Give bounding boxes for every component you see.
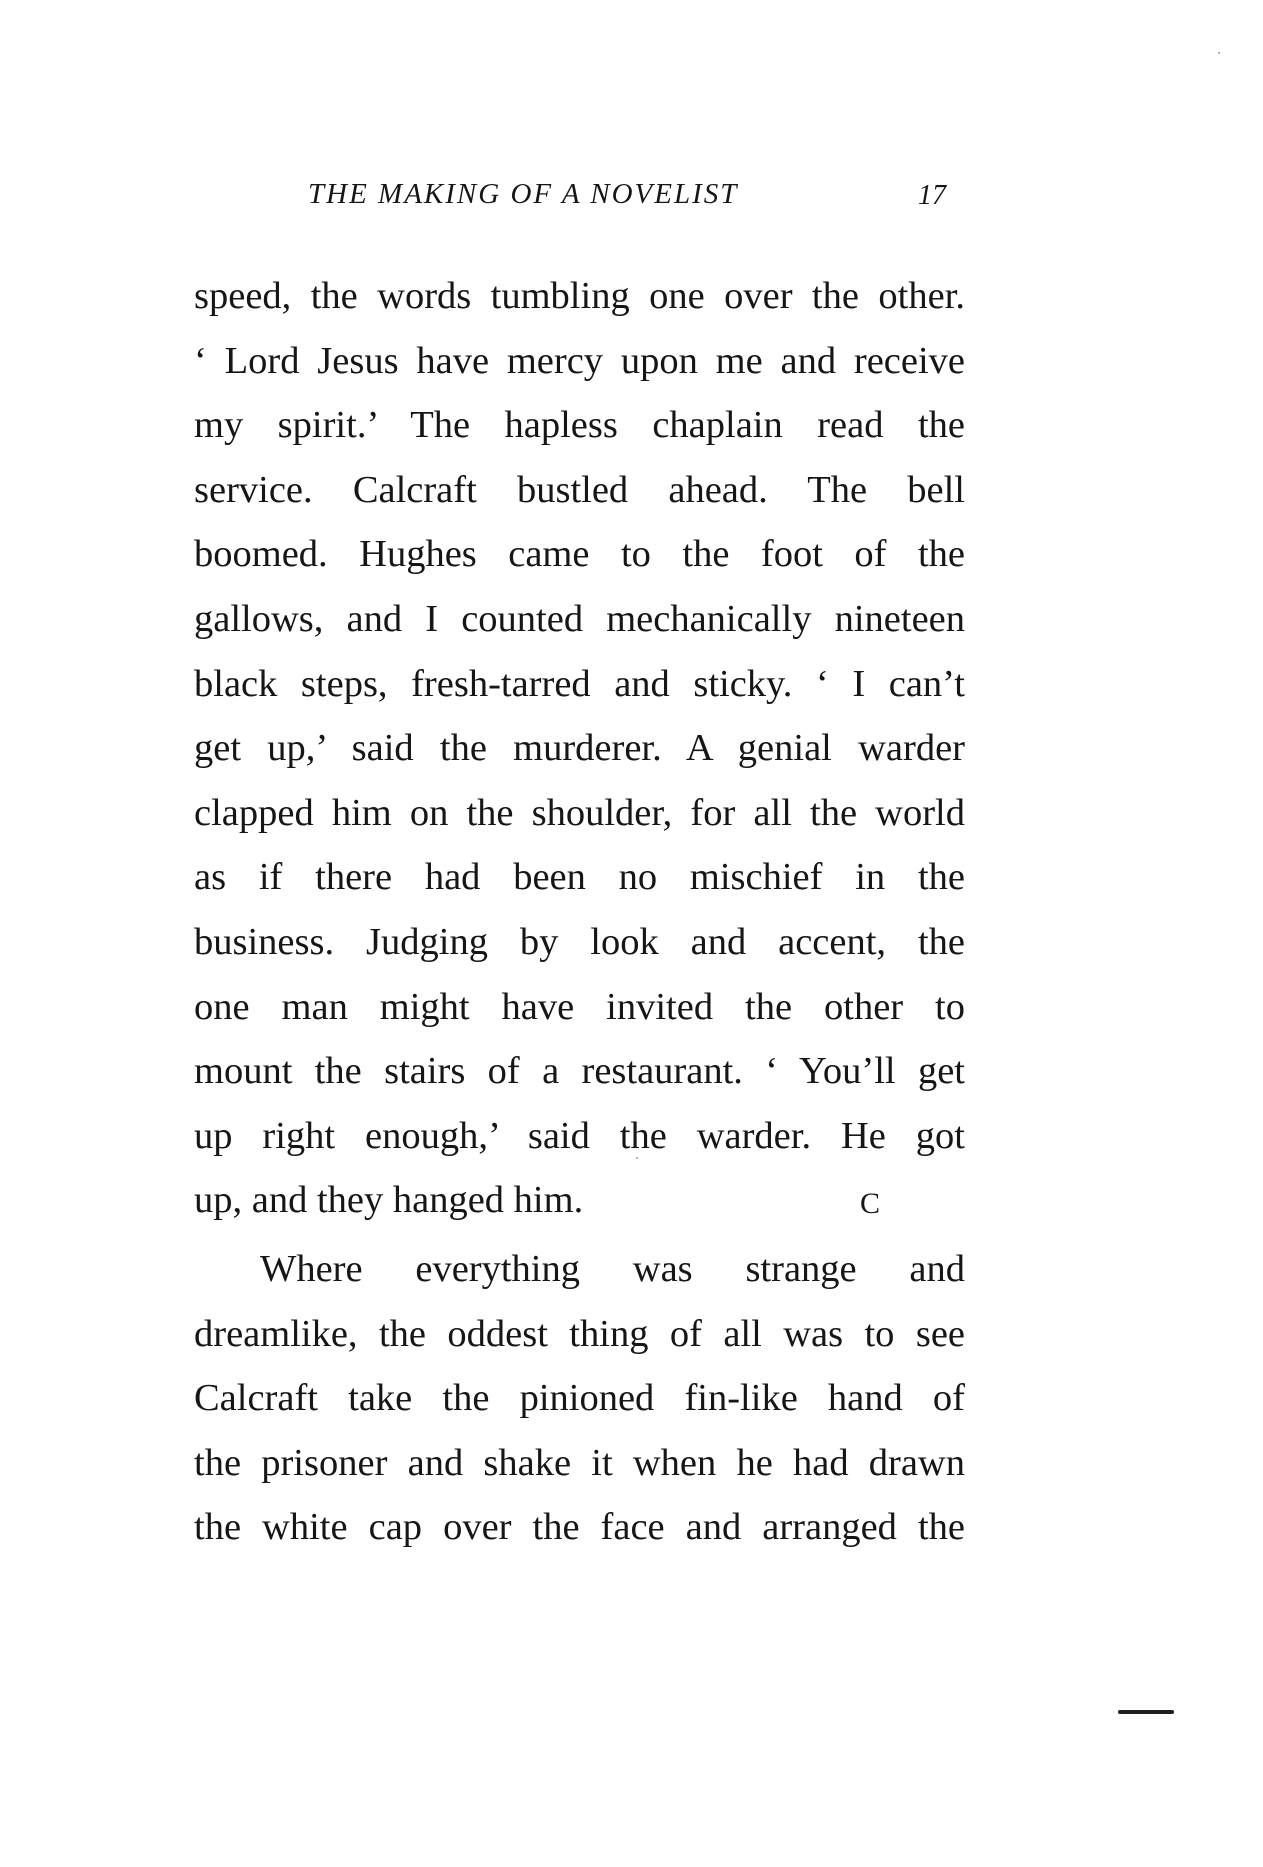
- paper-speck: [636, 1157, 638, 1159]
- text-line: as if there had been no mischief in the: [194, 856, 965, 899]
- text-line: ‘ Lord Jesus have mercy upon me and receive: [194, 339, 965, 382]
- text-line: boomed. Hughes came to the foot of the: [194, 533, 965, 576]
- text-line: dreamlike, the oddest thing of all was to see: [194, 1312, 965, 1355]
- text-line: gallows, and I counted mechanically nineteen: [194, 597, 965, 640]
- text-line: the prisoner and shake it when he had drawn: [194, 1441, 965, 1484]
- running-head: [0, 178, 1263, 218]
- text-line: black steps, fresh-tarred and sticky. ‘ I can’t: [194, 662, 965, 705]
- text-line: Calcraft take the pinioned fin-like hand of: [194, 1377, 965, 1420]
- text-line: speed, the words tumbling one over the other.: [194, 275, 965, 317]
- text-line: get up,’ said the murderer. A genial warder: [194, 727, 965, 770]
- paper-speck: [1218, 52, 1220, 54]
- body-text: [194, 264, 965, 1560]
- text-line: clapped him on the shoulder, for all the world: [194, 791, 965, 834]
- running-title: THE MAKING OF A NOVELIST: [308, 178, 739, 210]
- text-line: mount the stairs of a restaurant. ‘ You’ll get: [194, 1050, 965, 1093]
- text-line: my spirit.’ The hapless chaplain read the: [194, 404, 965, 447]
- page-number: 17: [918, 180, 946, 211]
- text-line: up right enough,’ said the warder. He got: [194, 1114, 965, 1157]
- text-line: one man might have invited the other to: [194, 985, 965, 1028]
- text-line: the white cap over the face and arranged the: [194, 1506, 965, 1549]
- signature-mark: C: [860, 1187, 882, 1220]
- text-line: business. Judging by look and accent, the: [194, 920, 965, 963]
- paragraph-start-line: Where everything was strange and: [260, 1247, 965, 1290]
- edge-rule-mark: [1118, 1710, 1174, 1714]
- paragraph-end-line: up, and they hanged him.: [194, 1179, 584, 1222]
- text-line: service. Calcraft bustled ahead. The bell: [194, 468, 965, 511]
